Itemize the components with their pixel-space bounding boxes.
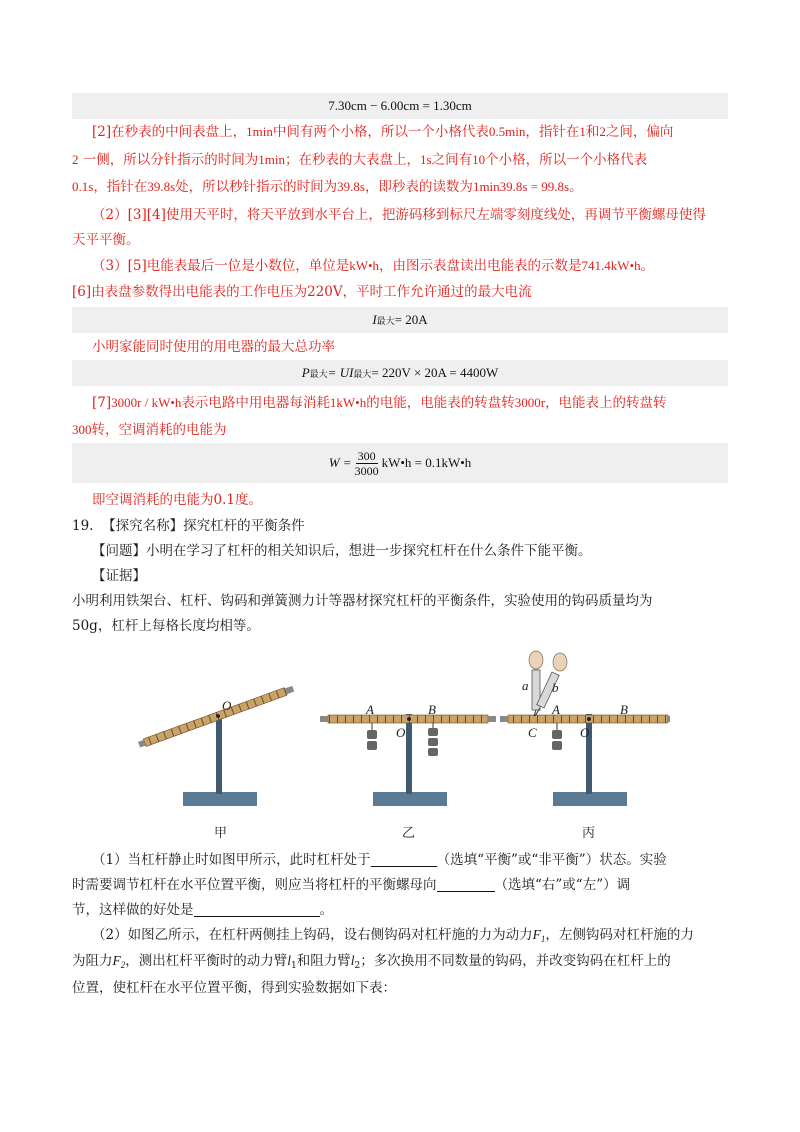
text: 时需要调节杠杆在水平位置平衡，则应当将杠杆的平衡螺母向 <box>72 877 437 893</box>
answer-blank[interactable] <box>371 852 437 867</box>
math: 1min <box>246 124 273 139</box>
answer-line: （2）[3][4]使用天平时，将天平放到水平台上，把游码移到标尺左端零刻度线处，再调节平衡螺母使得 <box>92 207 706 223</box>
stand-base <box>183 792 257 806</box>
math: 0.5min <box>488 124 526 139</box>
stand-pole <box>216 712 222 794</box>
text: 表示电路中用电器每消耗 <box>181 395 330 411</box>
math: = 20A <box>394 312 428 327</box>
point-label-o: O <box>580 725 590 740</box>
weights-right <box>428 723 438 756</box>
point-label-b-scale: b <box>552 680 559 695</box>
caption-jia: 甲 <box>214 826 228 841</box>
math-sub: 最大 <box>309 368 328 379</box>
answer-line: 小明家能同时使用的用电器的最大总功率 <box>92 339 335 355</box>
denominator: 3000 <box>354 463 379 478</box>
math-var: P <box>301 365 310 380</box>
math-sub: 1 <box>291 961 297 971</box>
text: ，左侧钩码对杠杆施的力 <box>545 927 694 943</box>
math: = 220V × 20A = 4400W <box>371 365 499 380</box>
point-label-b: B <box>620 702 628 717</box>
math: 2 <box>72 152 79 167</box>
text: 。 <box>640 258 655 274</box>
text: ，由图示表盘读出电能表的示数是 <box>379 258 582 274</box>
math-var: W = <box>328 455 352 470</box>
answer-line <box>92 393 752 413</box>
math: 0.1s <box>72 179 94 194</box>
figure-jia <box>138 685 295 806</box>
text: （选填“右”或“左”）调 <box>494 877 631 893</box>
math: 741.4kW•h <box>581 258 641 273</box>
math: 1 <box>579 124 586 139</box>
text: ，测出杠杆平衡时的动力臂 <box>125 953 288 969</box>
equation-text: 7.30cm − 6.00cm = 1.30cm <box>328 98 472 113</box>
answer-blank[interactable] <box>194 902 320 917</box>
math: 3000r / kW•h <box>111 395 182 410</box>
question-text <box>92 925 752 949</box>
math: 2 <box>599 124 606 139</box>
math-sub: 1 <box>540 934 546 944</box>
question-text: 小明利用铁架台、杠杆、钩码和弹簧测力计等器材探究杠杆的平衡条件，实验使用的钩码质量均为 <box>72 593 653 609</box>
equation-band <box>72 443 728 483</box>
weights-left <box>367 723 377 750</box>
math: 39.8s <box>337 179 365 194</box>
point-label-o: O <box>396 725 406 740</box>
text: ；多次换用不同数量的钩码，并改变钩码在杠杆上的 <box>360 953 671 969</box>
text: 转，空调消耗的电能为 <box>91 422 227 438</box>
math-var: F <box>532 927 541 942</box>
answer-line: 天平平衡。 <box>72 232 140 248</box>
math-var: F <box>112 953 121 968</box>
question-number: 19. <box>72 518 94 534</box>
caption-yi: 乙 <box>402 826 416 841</box>
math: 1s <box>420 152 432 167</box>
question-text: 位置，使杠杆在水平位置平衡，得到实验数据如下表： <box>72 980 396 996</box>
text: 的电能，电能表的转盘转 <box>366 395 515 411</box>
answer-blank[interactable] <box>437 877 495 892</box>
text: 处，所以秒针指示的时间为 <box>175 179 338 195</box>
question-title: 【探究名称】探究杠杆的平衡条件 <box>102 518 305 534</box>
question-text: 【问题】小明在学习了杠杆的相关知识后，想进一步探究杠杆在什么条件下能平衡。 <box>92 543 592 559</box>
text: （2）如图乙所示，在杠杆两侧挂上钩码，设右侧钩码对杠杆施的力为动力 <box>92 927 533 943</box>
math: 1min <box>258 152 286 167</box>
caption-bing: 丙 <box>582 826 596 841</box>
text: 中间有两个小格，所以一个小格代表 <box>272 124 489 140</box>
point-label-a: A <box>552 702 560 717</box>
answer-line <box>92 256 752 276</box>
text: （选填“平衡”或“非平衡”）状态。实验 <box>436 852 667 868</box>
math-var: I <box>372 312 377 327</box>
text: （1）当杠杆静止时如图甲所示，此时杠杆处于 <box>92 852 371 868</box>
point-label-o: O <box>222 698 232 713</box>
text: [2]在秒表的中间表盘上， <box>92 124 247 140</box>
math-sub: 2 <box>120 960 126 970</box>
text: 之间，偏向 <box>605 124 674 140</box>
text: ，指针在 <box>525 124 580 140</box>
equation-band <box>72 93 728 119</box>
math-sub: 最大 <box>353 368 372 379</box>
math: kW•h <box>349 258 380 273</box>
answer-line: 即空调消耗的电能为0.1度。 <box>92 492 262 508</box>
question-text: 【证据】 <box>92 568 146 584</box>
stand-base <box>553 792 627 806</box>
math-sub: 2 <box>354 961 361 971</box>
weights-right <box>552 723 562 750</box>
text: ，指针在 <box>93 179 148 195</box>
question-header <box>72 516 732 536</box>
text: 和阻力臂 <box>296 953 351 969</box>
point-label-c: C <box>528 725 537 740</box>
fraction <box>355 449 379 478</box>
point-label-a: A <box>366 702 374 717</box>
text: 个小格，所以一个小格代表 <box>485 152 648 168</box>
question-text: 50g，杠杆上每格长度均相等。 <box>72 618 260 634</box>
stand-pole <box>406 714 412 794</box>
equation-band <box>72 360 728 386</box>
math: 10 <box>472 152 486 167</box>
text: 为阻力 <box>72 953 113 969</box>
question-text <box>72 900 732 920</box>
math: 300 <box>72 422 92 437</box>
math: 3000r <box>514 395 546 410</box>
point-label-a-scale: a <box>522 678 529 693</box>
math: kW•h = 0.1kW•h <box>381 455 472 470</box>
point-label-b: B <box>428 702 436 717</box>
text: 一侧，所以分针指示的时间为 <box>82 152 259 168</box>
text: [7] <box>92 395 112 411</box>
math: = UI <box>327 365 354 380</box>
stand-base <box>373 792 447 806</box>
text: 节，这样做的好处是 <box>72 902 194 918</box>
text: 。 <box>569 179 583 195</box>
text: ，即秒表的读数为 <box>364 179 473 195</box>
text: （3）[5]电能表最后一位是小数位，单位是 <box>92 258 350 274</box>
answer-line: [6]由表盘参数得出电能表的工作电压为220V，平时工作允许通过的最大电流 <box>72 284 532 300</box>
answer-line <box>72 420 732 440</box>
numerator: 300 <box>357 448 376 463</box>
figure-yi <box>320 714 496 806</box>
lever-figure <box>130 640 670 840</box>
math: 1min39.8s = 99.8s <box>472 179 570 194</box>
math: 39.8s <box>147 179 176 194</box>
question-text <box>92 850 752 870</box>
answer-line <box>92 122 752 142</box>
math: 1kW•h <box>329 395 367 410</box>
question-text <box>72 875 732 895</box>
text: 。 <box>319 902 333 918</box>
text: ，电能表上的转盘转 <box>545 395 667 411</box>
text: ；在秒表的大表盘上， <box>285 152 421 168</box>
math-var: l <box>350 953 355 968</box>
question-text <box>72 951 732 976</box>
text: 之间有 <box>431 152 473 168</box>
answer-line <box>72 150 732 170</box>
math-var: l <box>287 953 292 968</box>
answer-line <box>72 177 732 197</box>
equation-band <box>72 307 728 333</box>
text: 和 <box>585 124 600 140</box>
math-sub: 最大 <box>376 315 395 326</box>
